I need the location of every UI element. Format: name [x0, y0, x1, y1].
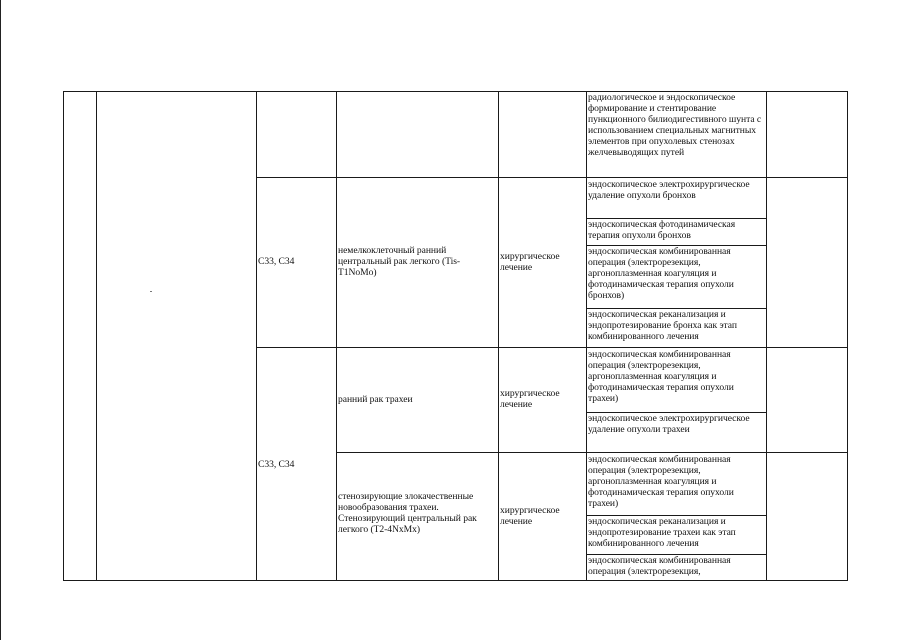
- procedure-cell: эндоскопическая комбинированная операция (электрорезекция, аргоноплазменная коагуляция и фотодинамическая терапия опухоли бронхов): [588, 247, 734, 301]
- treatment-cell: хирургическое лечение: [500, 506, 560, 527]
- subgroup-separator: [336, 452, 848, 453]
- icd-codes-cell: C33, C34: [258, 460, 295, 470]
- procedure-cell: эндоскопическая комбинированная операция (электрорезекция, аргоноплазменная коагуляция и фотодинамическая терапия опухоли трахеи): [588, 455, 734, 509]
- procedure-cell: эндоскопическое электрохирургическое удаление опухоли трахеи: [588, 414, 750, 435]
- procedure-separator: [586, 412, 767, 413]
- procedure-separator: [586, 218, 767, 219]
- table-border-bottom: [63, 580, 848, 581]
- column-divider-5: [586, 91, 587, 581]
- column-divider-4: [498, 91, 499, 581]
- diagnosis-cell: немелкоклеточный ранний центральный рак легкого (Tis-T1NoMo): [338, 246, 461, 278]
- diagnosis-cell: ранний рак трахеи: [338, 395, 413, 405]
- procedure-separator: [586, 308, 767, 309]
- icd-codes-cell: C33, C34: [258, 257, 295, 267]
- scan-speck: [150, 291, 152, 292]
- treatment-cell: хирургическое лечение: [500, 252, 560, 273]
- procedure-separator: [586, 515, 767, 516]
- procedure-cell: эндоскопическая реканализация и эндопротезирование трахеи как этап комбинированного лечения: [588, 517, 736, 549]
- table-border-right: [847, 91, 848, 581]
- procedure-cell: эндоскопическая комбинированная операция (электрорезекция,: [588, 556, 731, 577]
- group-separator-2: [256, 347, 848, 348]
- procedure-cell: эндоскопическая фотодинамическая терапия опухоли бронхов: [588, 220, 736, 241]
- column-divider-3: [336, 91, 337, 581]
- column-divider-2: [256, 91, 257, 581]
- procedure-cell: эндоскопическая реканализация и эндопротезирование бронха как этап комбинированного лечения: [588, 310, 737, 342]
- column-divider-1: [96, 91, 97, 581]
- group-separator-1: [256, 177, 848, 178]
- treatment-cell: хирургическое лечение: [500, 389, 560, 410]
- procedure-separator: [586, 245, 767, 246]
- table-border-top: [63, 91, 848, 92]
- procedure-separator: [586, 554, 767, 555]
- procedure-cell: эндоскопическое электрохирургическое удаление опухоли бронхов: [588, 180, 750, 201]
- diagnosis-cell: стенозирующие злокачественные новообразования трахеи. Стенозирующий центральный рак легкого (T2-4NxMx): [338, 492, 477, 535]
- procedure-cell: эндоскопическая комбинированная операция (электрорезекция, аргоноплазменная коагуляция и фотодинамическая терапия опухоли трахеи): [588, 350, 734, 404]
- table-border-left: [63, 91, 64, 581]
- scan-edge: [0, 0, 1, 640]
- procedure-cell: радиологическое и эндоскопическое формирование и стентирование пункционного билиодигестивного шунта с использованием специальных магнитных элементов при опухолевых стенозах желчевыводящих путей: [588, 93, 762, 158]
